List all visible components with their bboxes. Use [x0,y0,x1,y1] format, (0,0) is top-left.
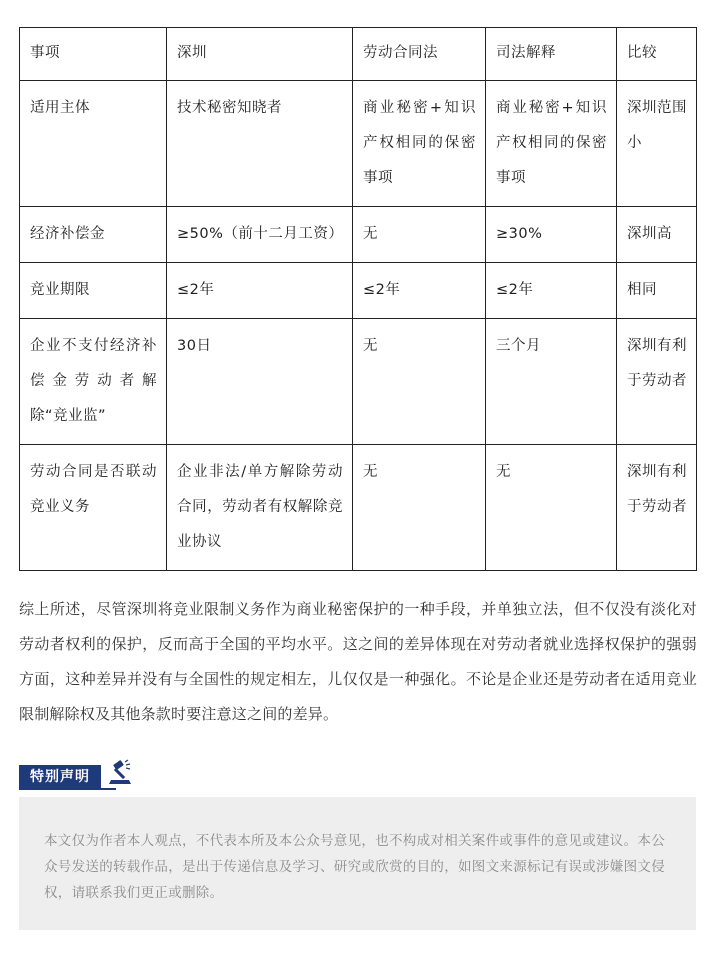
table-cell: 无 [486,445,617,571]
notice-box [19,797,696,930]
table-cell: ≤2年 [486,263,617,319]
table-cell: 无 [353,207,486,263]
table-cell: 企业不支付经济补偿金劳动者解除“竞业监” [20,319,167,445]
gavel-icon [105,759,135,789]
table-cell: 深圳高 [617,207,697,263]
header-comparison: 比较 [617,28,697,81]
table-cell: 深圳有利于劳动者 [617,445,697,571]
table-cell: 无 [353,445,486,571]
table-cell: 无 [353,319,486,445]
table-row [20,207,697,263]
table-cell: 深圳范围小 [617,81,697,207]
notice-label: 特别声明 [19,765,101,789]
table-cell: ≤2年 [167,263,353,319]
table-row [20,263,697,319]
comparison-table [19,27,697,571]
header-shenzhen: 深圳 [167,28,353,81]
table-cell: 技术秘密知晓者 [167,81,353,207]
table-cell: 竞业期限 [20,263,167,319]
table-header-row [20,28,697,81]
table-cell: ≥30% [486,207,617,263]
summary-paragraph: 综上所述，尽管深圳将竞业限制义务作为商业秘密保护的一种手段，并单独立法，但不仅没有淡化对劳动者权利的保护，反而高于全国的平均水平。这之间的差异体现在对劳动者就业选择权保护的强弱方面，这种差异并没有与全国性的规定相左，儿仅仅是一种强化。不论是企业还是劳动者在适用竞业限制解除权及其他条款时要注意这之间的差异。 [19,600,697,723]
table-cell: 相同 [617,263,697,319]
table-cell: 劳动合同是否联动竞业义务 [20,445,167,571]
table-cell: 30日 [167,319,353,445]
table-cell: ≥50%（前十二月工资） [167,207,353,263]
notice-underline [19,788,116,790]
header-judicial-interpretation: 司法解释 [486,28,617,81]
table-row [20,319,697,445]
table-row [20,81,697,207]
table-cell: 适用主体 [20,81,167,207]
table-cell: 商业秘密+知识产权相同的保密事项 [486,81,617,207]
header-labor-contract-law: 劳动合同法 [353,28,486,81]
table-cell: 三个月 [486,319,617,445]
table-cell: 商业秘密+知识产权相同的保密事项 [353,81,486,207]
table-row [20,445,697,571]
header-item: 事项 [20,28,167,81]
table-cell: 深圳有利于劳动者 [617,319,697,445]
table-cell: 经济补偿金 [20,207,167,263]
notice-text: 本文仅为作者本人观点，不代表本所及本公众号意见，也不构成对相关案件或事件的意见或建议。本公众号发送的转载作品，是出于传递信息及学习、研究或欣赏的目的，如图文来源标记有误或涉嫌图文侵权，请联系我们更正或删除。 [44,833,665,901]
notice-header [19,762,135,789]
table-cell: 企业非法/单方解除劳动合同，劳动者有权解除竞业协议 [167,445,353,571]
table-cell: ≤2年 [353,263,486,319]
